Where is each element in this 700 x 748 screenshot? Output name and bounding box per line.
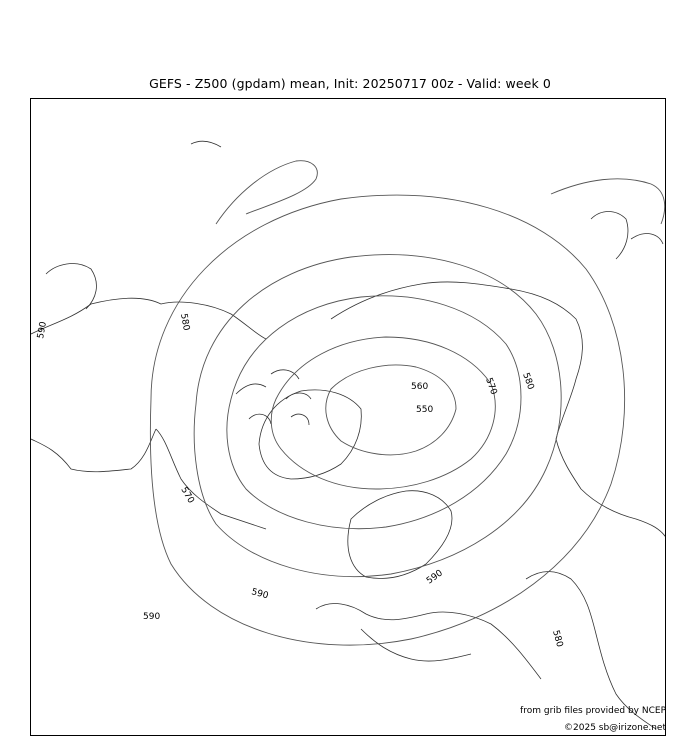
coastline-bottom (316, 604, 541, 679)
coastline-europe (348, 491, 452, 579)
coastline-alaska (46, 141, 221, 309)
contour-label: 580 (178, 312, 191, 332)
contour-590 (150, 195, 624, 645)
map-title: GEFS - Z500 (gpdam) mean, Init: 20250717 00z - Valid: week 0 (149, 76, 551, 91)
coastline-east (331, 282, 582, 439)
contours (150, 161, 664, 645)
contour-label: 580 (520, 371, 536, 392)
contour-label: 590 (36, 320, 49, 340)
contour-550 (326, 365, 456, 455)
contour-570 (227, 296, 521, 529)
coastline-japan (591, 212, 663, 260)
contour-east (551, 179, 665, 224)
map-canvas (31, 99, 666, 736)
coastline-asia (556, 439, 666, 539)
contour-560 (271, 337, 495, 489)
coastlines (31, 141, 666, 729)
contour-label: 590 (250, 587, 270, 602)
contour-label: 580 (550, 629, 565, 649)
contour-label: 570 (483, 376, 499, 397)
contour-label: 560 (411, 382, 429, 392)
contour-labels (36, 313, 564, 649)
credit-copyright: ©2025 sb@irizone.net (564, 723, 666, 733)
contour-label: 550 (416, 405, 434, 415)
contour-label: 590 (143, 612, 161, 622)
map-frame (30, 98, 666, 736)
coastline-central-west (156, 429, 266, 529)
contour-label: 570 (178, 485, 196, 506)
coastline-west (31, 298, 266, 472)
credit-provider: from grib files provided by NCEP (520, 706, 666, 716)
contour-outer-lobe (216, 161, 317, 224)
coastline-archipelago (236, 370, 311, 425)
contour-label: 590 (424, 568, 445, 587)
